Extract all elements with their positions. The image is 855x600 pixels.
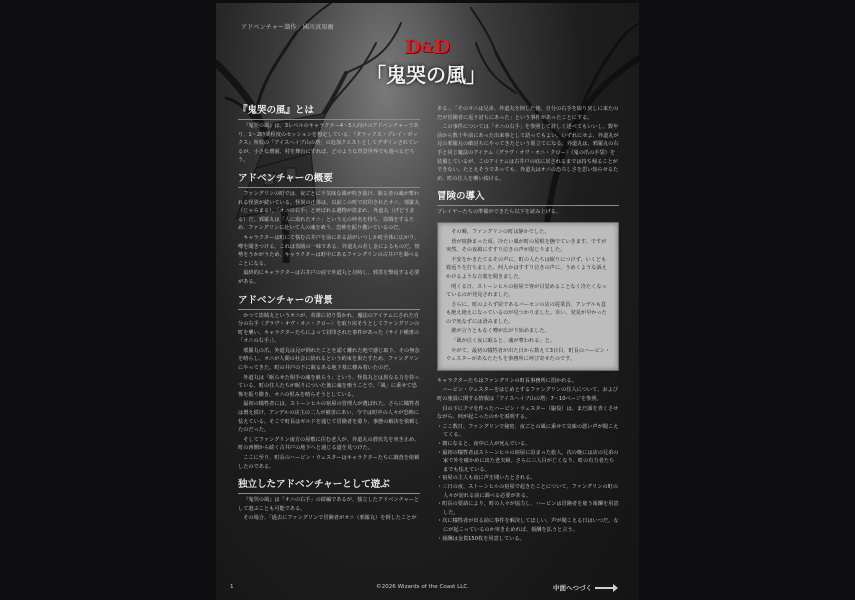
info-bullet: ・宿屋の主人も夜に声を聞いたとされる。 <box>437 475 536 482</box>
logo-letter-left: D <box>404 36 421 58</box>
info-bullet: ・三日の夜、ストーンヒルの宿屋で起きたことについて、ファングリンの町の人々が訪れる前に調べる必要がある。 <box>437 483 619 499</box>
intro-instruction: プレイヤーたちの準備ができたら以下を読み上げる。 <box>437 209 562 216</box>
background-paragraph: ここに至り、町長のハービン・ウェスターはキャラクターたちに調査を依頼したのである。 <box>238 455 420 470</box>
arrow-right-icon <box>595 587 617 589</box>
continued-paragraph: ある」、「そのオニは兄弟、外道丸を倒した後、自分の右手を取り戻しに来たのだが冒険者に返り討ちにあった」という事件があったことにする。 <box>437 106 619 121</box>
continued-paragraph: この事件については「オニの右手」を参照して詳しく述べてもいいし、数年前から数十年前にあった出来事として語ってもよい。いずれにせよ、外道丸が兄の邪羅丸の敵討ちにやってきたという筋立てになる。外道丸は、邪羅丸の右手と同じ魔法のアイテム〈グラヴ・オヴ・オニ・クロー〉（鬼の爪の手袋）を装備しているが、このアイテムは古井戸の底に戻されるまでは持ち帰ることができない。たとえそうであっても、外道丸はオニの恐ろしさを思い知らせるため、町の住人を襲い続ける。 <box>437 124 619 182</box>
standalone-paragraph: 『鬼哭の風』は「オニの右手」の続編であるが、独立したアドベンチャーとして遊ぶことも可能である。 <box>238 497 420 512</box>
author-credit: アドベンチャー制作：國川真知爾 <box>241 24 334 31</box>
info-bullet: ・次に犠牲者が出る前に事件を解決してほしい。声が聞こえる日はいつだ。なにが起こっているのか突き止めれば、報酬を払うと言う。 <box>437 518 619 533</box>
info-bullet: ・町長の要請により、町の人々が協力し、ハービンは冒険者を雇う報酬を用意した。 <box>437 501 619 516</box>
section-heading-intro: 冒険の導入 <box>437 191 619 206</box>
section-heading-overview: アドベンチャーの概要 <box>238 173 420 188</box>
continue-indicator <box>553 583 617 592</box>
adventure-title: 「鬼哭の風」 <box>366 63 486 87</box>
read-aloud-line: 不安をかきたてるその声に、町の人たちは眠りにつけず、いくども寝返りを打ちました。何人かはすすり泣きの声に、うめくような訴えかけるような言葉を聞きました。 <box>446 256 607 280</box>
copyright-notice: ©2026 Wizards of the Coast LLC. <box>376 584 470 590</box>
info-bullet: ・朝になると、夜中に人が死んでいる。 <box>437 441 531 447</box>
after-box-paragraph: ハービン・ウェスターをはじめとするファングリンの住人について、および町の施設に関する情報は「アイスヘイブ山の塔」7〜10ページを参照。 <box>437 387 618 403</box>
overview-paragraph: キャラクターは町にて悩む古井戸を前にある話がいつしか町全体に広がり、噂を聞きつける。これは盗賊の一味である、外道丸の差し金によるものだ。情勢をうかがうため、キャラクターは町中にあるファングリンの古井戸を調べることになる。 <box>238 234 420 267</box>
section-heading-about: 『鬼哭の風』とは <box>238 105 420 120</box>
read-aloud-line: やがて、最初の犠牲者が出た日から数えて3日目、町長のハービン・ウェスターがあなたたちを事務所に呼び寄せたのです。 <box>446 347 611 363</box>
info-bullet: ・最初の犠牲者はストーンヒルの宿屋に泊まった旅人。次の晩には店の兄弟の家で外を確かめに出た老夫婦。さらに三人目が亡くなり、町の有力者たちまでも怯えている。 <box>437 449 619 473</box>
read-aloud-line: さらに、町のよろず屋であるバーセンの店の従業員、アンデルも息も絶え絶えになっているのが見つかりました。幸い、発見が早かったので死なずには済みました。 <box>446 301 607 325</box>
section-heading-standalone: 独立したアドベンチャーとして遊ぶ <box>238 479 420 494</box>
overview-paragraph: ファングリンの町では、夜ごとに不気味な風が吹き抜け、眠る者の魂が奪われる怪異が続いている。怪異の正体は、以前この町で封印されたオニ、邪羅丸（じゃらまる）。「オニの右手」と呼ばれる遺物が盗まれ、外道丸（げどうまる）だ。邪羅丸は「人に取れたオニ」という元の呼名を持ち、盗賊をするため、ファングリンに赴いて人の魂を喰う、恐怖を振り撒いているのだ。 <box>238 190 420 232</box>
read-aloud-line: 誰が言うともなく噂が広がり始めました。 <box>451 328 550 335</box>
continue-label: 中面へつづく <box>553 584 592 592</box>
left-column <box>238 105 420 524</box>
background-paragraph: かつて盗賊丸というオニが、英雄に切り裂かれ、魔法のアイテムにされた自分の右手〈グラヴ・オヴ・オニ・クロー〉を取り戻そうとしてファングリンの町を襲い、キャラクターたちによって封印された事件があった（サイド種書の「オニの右手」）。 <box>238 312 420 345</box>
info-bullet: ・ここ数日、ファングリンで秘密、夜ごとの風に乗せて気味の悪い声が聞こえてくる。 <box>437 423 619 439</box>
read-aloud-line: 「風が泣く夜に眠ると、魂が奪われる」と。 <box>451 338 555 345</box>
page-number: 1 <box>230 584 234 590</box>
background-paragraph: そしてファングリン南方の屋敷に住む老人が、外道丸の潜伏先を突き止め、町の西側から続く古井戸の地下へと通じる道を見つけた。 <box>238 436 420 452</box>
read-aloud-line: その晩、ファングリンの町は静かでした。 <box>451 228 550 235</box>
background-paragraph: 最初の犠牲者には、ストーンヒルの宿屋の管理人が選ばれた。さらに犠牲者は増え続け、アンデルの店主の二人が被害にあい、今では町中の人々が恐怖に怯えている。そこで町長はギルドを通じて冒険者を募り、事態の解決を依頼したのだった。 <box>238 401 420 434</box>
read-aloud-box <box>437 222 619 371</box>
standalone-paragraph: その場合、「過去にファングリンで冒険者がオニ（邪羅丸）を倒したことが <box>243 515 417 522</box>
info-bullet: ・報酬は金貨150枚を用意している。 <box>437 535 525 542</box>
page-footer <box>216 582 639 594</box>
background-paragraph: 外道丸は「眠らせた相手の魂を喰らう」という、怪盗丸とは異なる力を持っている。町の住人たちが眠りについた後に魂を喰うことで、「風」に乗せて恐怖を振り撒き、オニの恨みを晴らそうとしている。 <box>238 374 420 398</box>
about-paragraph: 『鬼哭の風』は、3レベルのキャラクター4〜5人向けのアドベンチャーであり、1〜2時間程度のセッションを想定している。『ダラックス・プレイ・ボックス』所収の「アイスヘイブ山の塔」の追加クエストとしてデザインされているが、小さな農園、村を舞台にすれば、どのような背景世界でも遊べるだろう。 <box>238 123 419 164</box>
logo-letter-right: D <box>433 36 450 58</box>
dnd-logo <box>403 36 451 58</box>
background-paragraph: 邪羅丸の爪、外道丸は兄が倒れたことを認く離れた地で感じ取り、その無念を晴らし、オニが人間の社会に紛れるという約束を果たすため、ファングリンにやってきた。町の井戸の下に眠るある地下墓に棲み着いたのだ。 <box>238 347 420 372</box>
read-aloud-line: 明くる日、ストーンヒルの宿屋で客が目覚めることなく冷たくなっているのが発見されました。 <box>446 283 607 299</box>
logo-ampersand: & <box>420 40 434 56</box>
after-box-paragraph: キャラクターたちはファングリンの町長事務所に招かれる。 <box>437 377 577 384</box>
read-aloud-line: 皆が寝静まった頃、冷たい風が町の屋根を撫でていきます。ですが突然、その夜風にすすり泣きの声が混じりました。 <box>446 238 607 254</box>
document-page <box>216 3 639 600</box>
right-column <box>437 105 619 543</box>
overview-paragraph: 最終的にキャラクターは古井戸の底で外道丸と対峙し、邪霊を撃退する必要がある。 <box>238 270 420 285</box>
after-box-paragraph: 目の下にクマを作ったハービン・ウェスター（脇役）は、まだ顔を青くさせながら、何が起こったのかを説明する。 <box>437 405 619 421</box>
section-heading-background: アドベンチャーの背景 <box>238 295 420 310</box>
